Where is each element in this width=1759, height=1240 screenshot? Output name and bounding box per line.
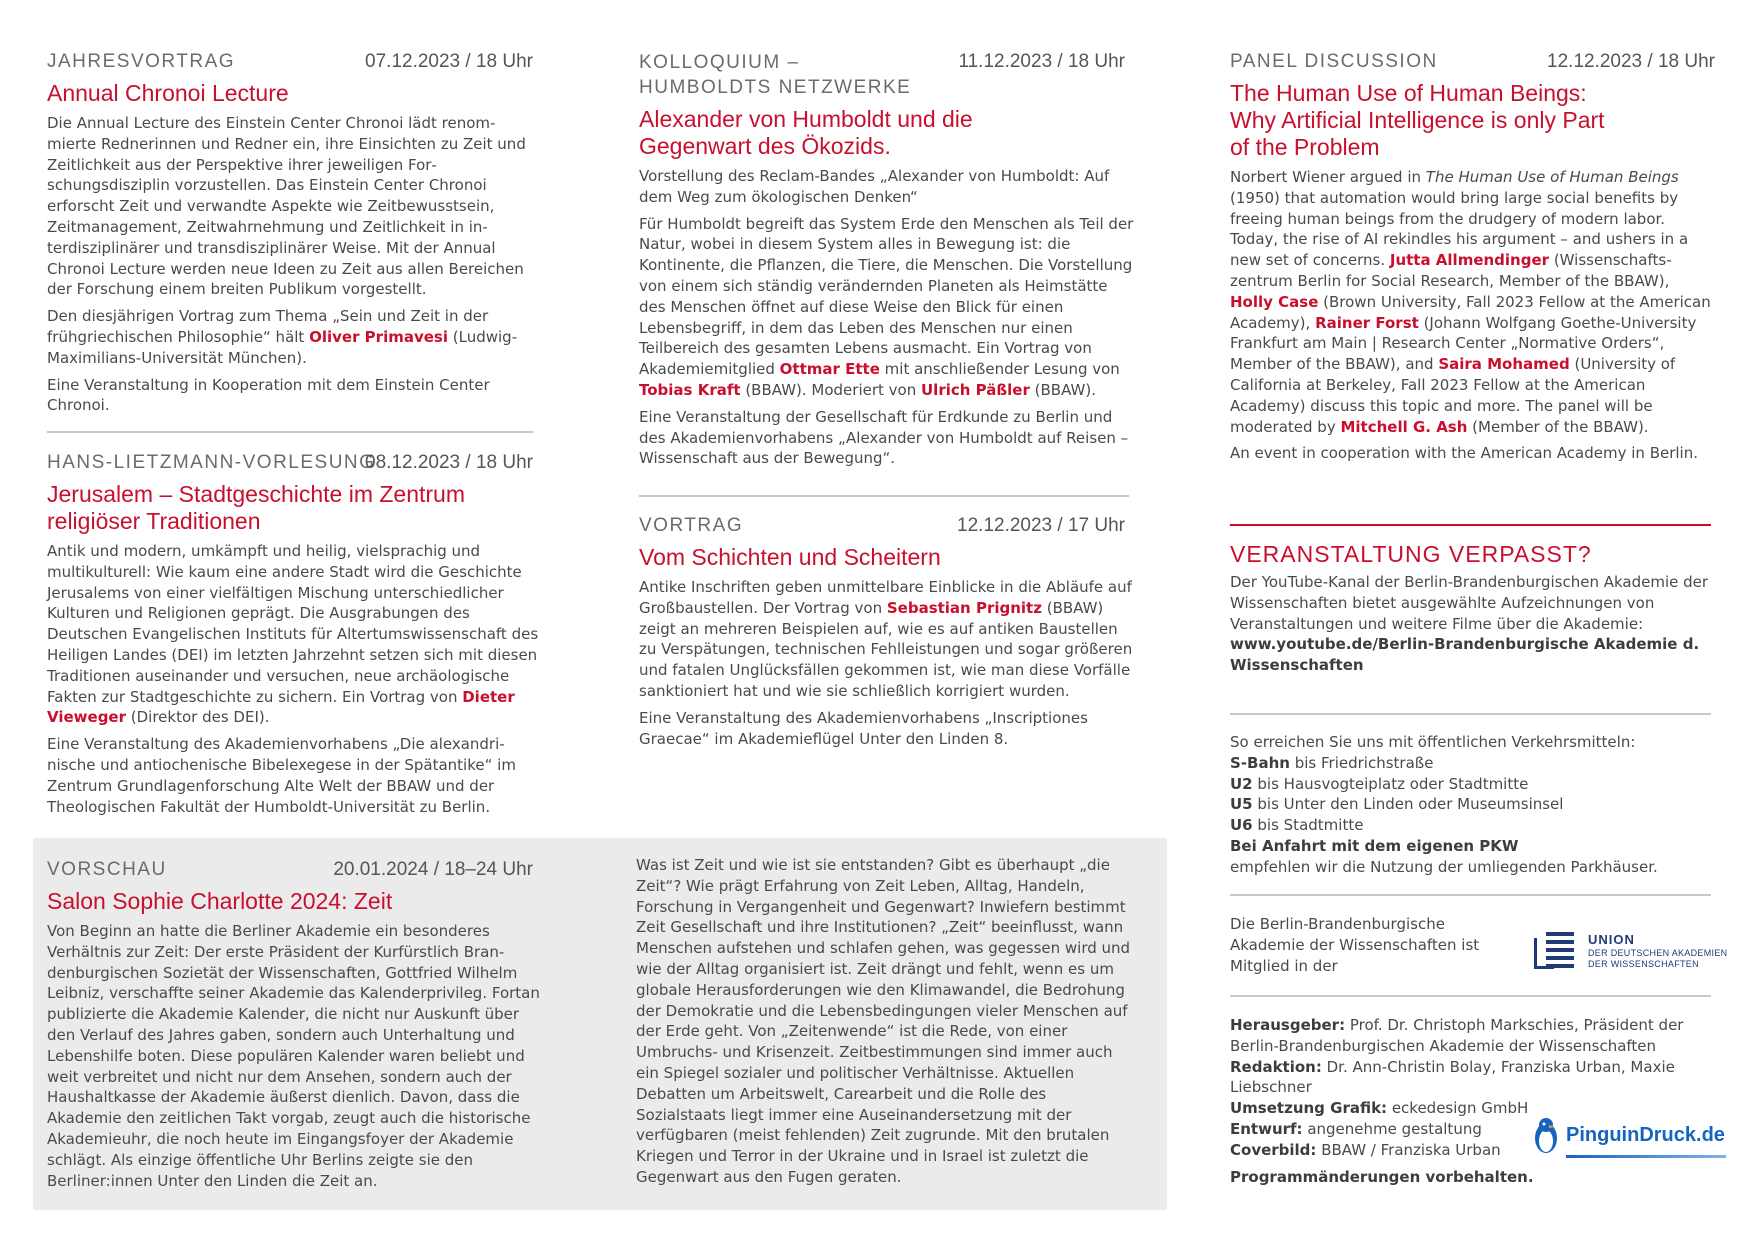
member-section — [1230, 914, 1490, 976]
event-description: Die Annual Lecture des Einstein Center Chronoi lädt renommierte Rednerinnen und Redner ein, ihre Einsichten zu Zeit und Zeitlichkeit aus der Perspektive ihrer jeweiligen Forschungsdisziplin vorzustellen. Das Einstein Center Chronoi erforscht Zeit und verwandte Aspekte wie Zeitbewusstsein, Zeitmanagement, Zeitwahrnehmung und Zeitlichkeit in interdisziplinärer und transdisziplinärer Weise. Mit der Annual Chronoi Lecture werden neue Ideen zu Zeit aus allen Bereichen der Forschung einem breiten Publikum vorgestellt. — [47, 114, 526, 299]
event-speaker-text: Den diesjährigen Vortrag zum Thema „Sein und Zeit in der frühgriechischen Philosophie“ hält Oliver Primavesi (Ludwig-Maximilians-Universität München). — [47, 307, 518, 367]
event-date: 12.12.2023 / 18 Uhr — [1547, 51, 1715, 72]
event-date: 08.12.2023 / 18 Uhr — [365, 452, 533, 473]
speaker-name: Saira Mohamed — [1438, 355, 1570, 374]
imprint-section — [1230, 1015, 1715, 1187]
event-date: 07.12.2023 / 18 Uhr — [365, 51, 533, 72]
event-title: Salon Sophie Charlotte 2024: Zeit — [47, 888, 393, 914]
event-organizer: Eine Veranstaltung der Gesellschaft für Erdkunde zu Berlin und des Akademienvorhabens „Alexander von Humboldt auf Reisen – Wissenschaft aus der Bewegung“. — [639, 407, 1129, 468]
imprint-note: Programmänderungen vorbehalten. — [1230, 1167, 1534, 1186]
transit-intro: So erreichen Sie uns mit öffentlichen Verkehrsmitteln: — [1230, 733, 1636, 751]
union-logo-title: UNION — [1588, 932, 1635, 947]
transit-line: U2 bis Hausvogteiplatz oder Stadtmitte — [1230, 774, 1529, 793]
speaker-name: Rainer Forst — [1315, 313, 1419, 332]
transit-line: U6 bis Stadtmitte — [1230, 816, 1364, 835]
union-logo — [1532, 928, 1727, 974]
divider-red — [1230, 524, 1711, 526]
event-panel — [1230, 50, 1715, 464]
speaker-name: Oliver Primavesi — [309, 327, 448, 346]
car-label: Bei Anfahrt mit dem eigenen PKW — [1230, 836, 1519, 855]
transit-section — [1230, 732, 1715, 878]
penguin-icon — [1532, 1116, 1560, 1154]
speaker-name: Jutta Allmendinger — [1389, 251, 1550, 270]
speaker-name: Ottmar Ette — [779, 360, 880, 379]
speaker-name: Tobias Kraft — [639, 380, 741, 399]
event-category: HANS-LIETZMANN-VORLESUNG — [47, 452, 376, 473]
divider — [1230, 713, 1711, 715]
event-description: Norbert Wiener argued in The Human Use of Human Beings (1950) that automation would bring large social benefits by freeing human beings from the drudgery of modern labor. Today, the rise of AI rekindles his argument – and ushers in a new set of concerns. Jutta Allmendinger (Wissenschaftszentrum Berlin for Social Research, Member of the BBAW), Holly Case (Brown University, Fall 2023 Fellow at the American Academy), Rainer Forst (Johann Wolfgang Goethe-University Frankfurt am Main | Research Center „Normative Orders“, Member of the BBAW), and Saira Mohamed (University of California at Berkeley, Fall 2023 Fellow at the American Academy) discuss this topic and more. The panel will be moderated by Mitchell G. Ash (Member of the BBAW). — [1230, 168, 1711, 436]
event-vorschau-continued — [636, 855, 1136, 1188]
event-date: 20.01.2024 / 18–24 Uhr — [333, 859, 533, 880]
pinguindruck-logo — [1532, 1116, 1725, 1154]
union-bars-icon — [1532, 928, 1584, 974]
event-title: Annual Chronoi Lecture — [47, 80, 289, 106]
event-vortrag — [639, 514, 1135, 749]
union-logo-line: DER WISSENSCHAFTEN — [1588, 959, 1699, 969]
event-title: The Human Use of Human Beings: Why Artificial Intelligence is only Part of the Problem — [1230, 80, 1605, 160]
event-subtitle: Vorstellung des Reclam-Bandes „Alexander von Humboldt: Auf dem Weg zum ökologischen Denken“ — [639, 167, 1110, 206]
event-jahresvortrag — [47, 50, 533, 416]
divider — [1230, 995, 1711, 997]
event-date: 11.12.2023 / 18 Uhr — [958, 51, 1125, 72]
imprint-redaktion: Redaktion: Dr. Ann-Christin Bolay, Franziska Urban, Maxie Liebschner — [1230, 1057, 1675, 1097]
event-category: PANEL DISCUSSION — [1230, 51, 1438, 72]
event-vorschau — [47, 858, 547, 1191]
moderator-name: Mitchell G. Ash — [1340, 417, 1468, 436]
divider — [639, 495, 1129, 497]
transit-line: U5 bis Unter den Linden oder Museumsinsel — [1230, 795, 1564, 814]
moderator-name: Ulrich Päßler — [921, 380, 1030, 399]
event-lietzmann — [47, 451, 543, 817]
event-category: KOLLOQUIUM – HUMBOLDTS NETZWERKE — [639, 52, 912, 98]
speaker-name: Sebastian Prignitz — [886, 598, 1042, 617]
speaker-name: Holly Case — [1230, 292, 1319, 311]
event-description: Für Humboldt begreift das System Erde den Menschen als Teil der Natur, wobei in diesem System alles in Bewegung ist: die Kontinente, die Pflanzen, die Tiere, die Menschen. Die Vorstellung von einem sich ständig verändernden Planeten als Heimstätte des Menschen öffnet auf diese Weise den Blick für einen Lebensbegriff, in dem das Leben des Menschen nur einen Teilbereich des gesamten Lebens ausmacht. Ein Vortrag von Akademiemitglied Ottmar Ette mit anschließender Lesung von Tobias Kraft (BBAW). Moderiert von Ulrich Päßler (BBAW). — [639, 214, 1134, 399]
event-category: JAHRESVORTRAG — [47, 51, 236, 72]
event-description: Antike Inschriften geben unmittelbare Einblicke in die Abläufe auf Großbaustellen. Der Vortrag von Sebastian Prignitz (BBAW) zeigt an mehreren Beispielen auf, wie es auf antiken Baustellen zu Verspätungen, technischen Fehlleistungen und sogar größeren und fatalen Unglücksfällen gekommen ist, wie man diese Vorfälle sanktioniert hat und wie sie schließlich korrigiert wurden. — [639, 578, 1133, 700]
event-description: Was ist Zeit und wie ist sie entstanden? Gibt es überhaupt „die Zeit“? Wie prägt Erfahrung von Zeit Leben, Alltag, Handeln, Forschung in Vergangenheit und Gegenwart? Inwiefern bestimmt Zeit Gesellschaft und ihre Institutionen? „Zeit“ beeinflusst, wann Menschen aufstehen und schlafen gehen, was gegessen wird und wie der Alltag organisiert ist. Zeit drängt und fehlt, wenn es um globale Herausforderungen wie den Klimawandel, die Bedrohung der Demokratie und die Lebensbedingungen vieler Menschen auf der Erde geht. Von „Zeitenwende“ ist die Rede, von einer Umbruchs- und Krisenzeit. Zeitbestimmungen sind immer auch ein Spiegel sozialer und politischer Verhältnisse. Aktuellen Debatten um Arbeitswelt, Carearbeit und die Rolle des Sozialstaats liegt immer eine Auseinandersetzung mit der verfügbaren (meist fehlenden) Zeit zugrunde. Mit den brutalen Kriegen und Terror in der Ukraine und in Israel ist zuletzt die Gegenwart aus den Fugen geraten. — [636, 856, 1131, 1186]
event-title: Jerusalem – Stadtgeschichte im Zentrum religiöser Traditionen — [47, 481, 466, 534]
event-description: Von Beginn an hatte die Berliner Akademie ein besonderes Verhältnis zur Zeit: Der erste Präsident der Kurfürstlich Brandenburgischen Sozietät der Wissenschaften, Gottfried Wilhelm Leibniz, verschaffte seiner Akademie das Kalenderprivileg. Fortan publizierte die Akademie Kalender, die nicht nur Auskunft über den Verlauf des Jahres gaben, sondern auch Unterhaltung und Lebenshilfe boten. Diese populären Kalender waren beliebt und weit verbreitet und nicht nur dem Ansehen, sondern auch der Haushaltkasse der Akademie äußerst dienlich. Davon, dass die Akademie den zeitlichen Takt vorgab, zeugt auch die historische Akademieuhr, die noch heute im Eingangsfoyer der Akademie schlägt. Als einzige öffentliche Uhr Berlins zeigte sie den Berliner:innen Unter den Linden die Zeit an. — [47, 922, 540, 1190]
verpasst-heading: VERANSTALTUNG VERPASST? — [1230, 541, 1592, 567]
verpasst-text: Der YouTube-Kanal der Berlin-Brandenburgischen Akademie der Wissenschaften bietet ausgewählte Aufzeichnungen von Veranstaltungen und weitere Filme über die Akademie: — [1230, 573, 1709, 633]
event-organizer: An event in cooperation with the American Academy in Berlin. — [1230, 444, 1698, 463]
member-text: Die Berlin-Brandenburgische Akademie der Wissenschaften ist Mitglied in der — [1230, 915, 1480, 975]
pinguindruck-text: PinguinDruck.de — [1566, 1123, 1725, 1146]
divider — [47, 431, 533, 433]
book-title: The Human Use of Human Beings — [1425, 168, 1679, 186]
imprint-entwurf: Entwurf: angenehme gestaltung — [1230, 1119, 1482, 1138]
youtube-link[interactable]: www.youtube.de/Berlin-Brandenburgische Akademie d. Wissenschaften — [1230, 635, 1700, 675]
imprint-herausgeber: Herausgeber: Prof. Dr. Christoph Markschies, Präsident der Berlin-Brandenburgischen Akademie der Wissenschaften — [1230, 1016, 1684, 1055]
logo-underline — [1566, 1155, 1726, 1158]
event-title: Vom Schichten und Scheitern — [639, 544, 941, 570]
event-title: Alexander von Humboldt und die Gegenwart des Ökozids. — [639, 106, 973, 159]
verpasst-section — [1230, 540, 1715, 676]
event-organizer: Eine Veranstaltung des Akademienvorhabens „Inscriptiones Graecae“ im Akademieflügel Unter den Linden 8. — [639, 708, 1088, 748]
transit-line: S-Bahn bis Friedrichstraße — [1230, 753, 1434, 772]
car-text: empfehlen wir die Nutzung der umliegenden Parkhäuser. — [1230, 857, 1658, 876]
event-organizer: Eine Veranstaltung in Kooperation mit dem Einstein Center Chronoi. — [47, 375, 490, 415]
event-kolloquium — [639, 50, 1135, 469]
event-organizer: Eine Veranstaltung des Akademienvorhabens „Die alexandrinische und antiochenische Bibelexegese in der Spätantike“ im Zentrum Grundlagenforschung Alte Welt der BBAW und der Theologischen Fakultät der Humboldt-Universität zu Berlin. — [47, 735, 516, 816]
imprint-umsetzung: Umsetzung Grafik: eckedesign GmbH — [1230, 1099, 1529, 1118]
imprint-coverbild: Coverbild: BBAW / Franziska Urban — [1230, 1140, 1501, 1159]
event-category: VORTRAG — [639, 515, 744, 536]
event-category: VORSCHAU — [47, 859, 167, 880]
event-date: 12.12.2023 / 17 Uhr — [957, 515, 1125, 536]
event-description: Antik und modern, umkämpft und heilig, vielsprachig und multikulturell: Wie kaum eine andere Stadt wird die Geschichte Jerusalems von einer vielfältigen Mischung unterschiedlicher Kulturen und Religionen geprägt. Die Ausgrabungen des Deutschen Evangelischen Instituts für Altertumswissenschaft des Heiligen Landes (DEI) im letzten Jahrzehnt setzen sich mit diesen Traditionen auseinander und versuchen, neue archäologische Fakten zur Stadtgeschichte zu sichern. Ein Vortrag von Dieter Vieweger (Direktor des DEI). — [47, 542, 539, 727]
union-logo-line: DER DEUTSCHEN AKADEMIEN — [1588, 948, 1728, 958]
speaker-name: Dieter Vieweger — [47, 687, 515, 727]
divider — [1230, 894, 1711, 896]
